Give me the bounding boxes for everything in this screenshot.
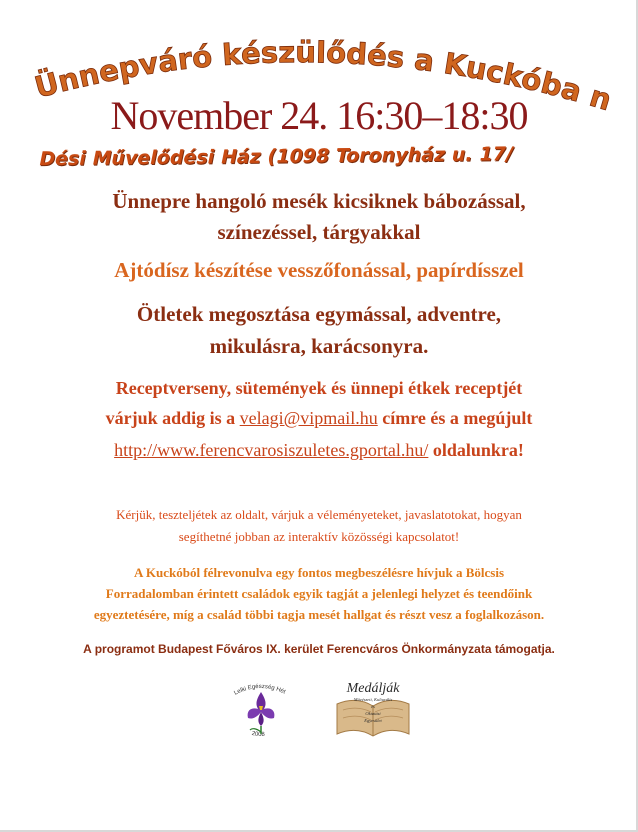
logo-right-name: Medálják	[346, 681, 400, 696]
recipe-line-3-post: oldalunkra!	[428, 440, 524, 460]
recipe-line-3	[0, 436, 638, 465]
logo-right-sub1: Művészeti, Kulturális	[353, 697, 393, 702]
support-note: A programot Budapest Főváros IX. kerület Ferencváros Önkormányzata támogatja.	[83, 642, 555, 656]
meeting-line-3: egyeztetésére, míg a család többi tagja mesét hallgat és részt vesz a foglalkozáson.	[93, 607, 545, 622]
program-line-2: Ajtódísz készítése vesszőfonással, papírdísszel	[114, 258, 524, 282]
program-line-3b: mikulásra, karácsonyra.	[209, 334, 429, 358]
iris-icon	[220, 676, 302, 740]
recipe-line-2-pre: várjuk addig is a	[105, 408, 240, 428]
recipe-line-2-post: címre és a megújult	[377, 408, 533, 428]
email-link[interactable]: velagi@vipmail.hu	[239, 408, 378, 428]
program-line-1a: Ünnepre hangoló mesék kicsiknek bábozással,	[112, 189, 526, 213]
event-date: November 24. 16:30–18:30	[110, 93, 528, 138]
meeting-line-2: Forradalomban érintett családok egyik tagját a jelenlegi helyzet és teendőink	[105, 586, 533, 601]
open-book-icon	[333, 674, 413, 740]
feedback-line-2: segíthetné jobban az interaktív közösségi kapcsolatot!	[178, 529, 460, 544]
program-line-3a: Ötletek megosztása egymással, adventre,	[136, 302, 502, 326]
meeting-line-1: A Kuckóból félrevonulva egy fontos megbeszélésre hívjuk a Bölcsis	[133, 565, 505, 580]
arc-title-text: Ünnepváró készülődés a Kuckóba n	[31, 35, 616, 118]
feedback-line-1: Kérjük, teszteljétek az oldalt, várjuk a véleményeteket, javaslatotokat, hogyan	[116, 507, 522, 522]
logo-right-sub4: Egyesület	[364, 718, 382, 723]
website-link[interactable]: http://www.ferencvarosiszuletes.gportal.hu/	[114, 440, 429, 460]
logo-right-sub2: és	[371, 704, 375, 709]
logo-left-top-text: Lelki Egészség Hét	[233, 683, 287, 697]
svg-text:2008	[251, 731, 265, 738]
logo-left-bottom-text: 2008	[251, 730, 265, 739]
logo-right-sub3: Oktatási	[365, 711, 381, 716]
program-line-1b: színezéssel, tárgyakkal	[217, 220, 421, 244]
recipe-line-2	[0, 404, 638, 433]
recipe-line-1: Receptverseny, sütemények és ünnepi étkek receptjét	[115, 378, 523, 398]
event-venue: Dési Művelődési Ház (1098 Toronyház u. 17/	[37, 143, 516, 171]
